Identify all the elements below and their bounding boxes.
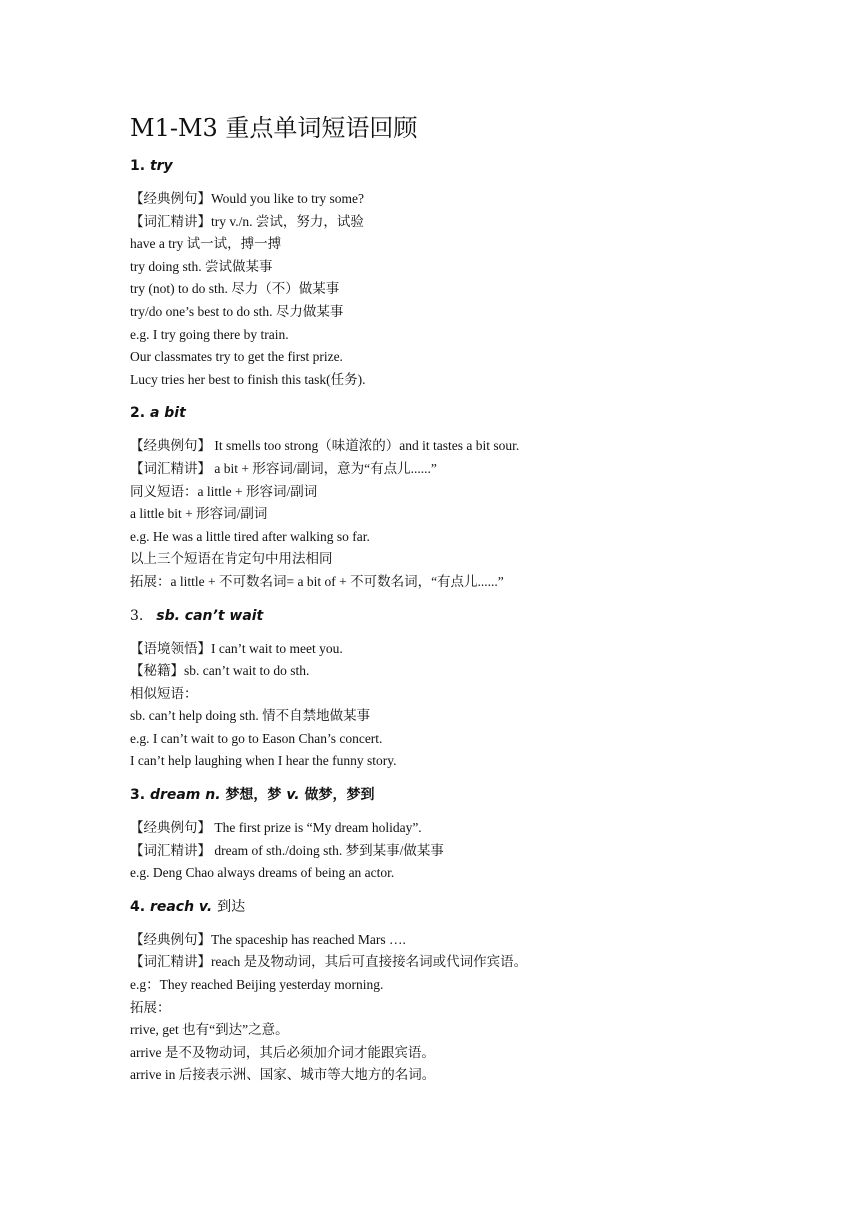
text-line: have a try 试一试，搏一搏	[130, 236, 282, 252]
section-heading	[130, 895, 770, 919]
section-heading	[130, 783, 770, 807]
section-try	[130, 154, 770, 391]
section-heading-text: sb. can’t wait	[156, 607, 264, 624]
text-line: e.g. Deng Chao always dreams of being an actor.	[130, 865, 395, 881]
section-dream	[130, 783, 770, 885]
text-line: 以上三个短语在肯定句中用法相同	[130, 551, 333, 567]
section-number: 4.	[130, 898, 146, 915]
text-line: 【词汇精讲】 a bit + 形容词/副词，意为“有点儿......”	[130, 460, 437, 476]
section-reach	[130, 895, 770, 1087]
text-line: e.g. I try going there by train.	[130, 326, 289, 342]
text-line: 拓展：	[130, 999, 171, 1015]
section-heading	[130, 604, 770, 628]
text-line: e.g. I can’t wait to go to Eason Chan’s concert.	[130, 730, 383, 746]
section-heading-cn: 梦想，梦	[225, 787, 282, 804]
section-heading-text: a bit	[149, 405, 186, 422]
text-line: 【经典例句】Would you like to try some?	[130, 191, 365, 206]
text-line: Our classmates try to get the first prize.	[130, 349, 343, 365]
text-line: 【词汇精讲】reach 是及物动词，其后可直接接名词或代词作宾语。	[130, 954, 528, 970]
spacer	[130, 594, 770, 604]
text-line: 同义短语：a little + 形容词/副词	[130, 483, 318, 499]
text-line: e.g：They reached Beijing yesterday morning.	[130, 977, 384, 993]
section-number: 3.	[130, 787, 146, 804]
section-a-bit	[130, 401, 770, 593]
section-heading-cn: 到达	[217, 898, 246, 915]
section-heading-text: dream n.	[149, 787, 221, 804]
text-line: 【秘籍】sb. can’t wait to do sth.	[130, 663, 310, 679]
text-line: e.g. He was a little tired after walking so far.	[130, 528, 370, 544]
section-number: 1.	[130, 158, 146, 174]
text-line: rrive, get 也有“到达”之意。	[130, 1022, 289, 1038]
text-line: arrive 是不及物动词，其后必须加介词才能跟宾语。	[130, 1044, 435, 1060]
section-number: 2.	[130, 405, 146, 422]
spacer	[130, 885, 770, 895]
text-line: sb. can’t help doing sth. 情不自禁地做某事	[130, 708, 371, 724]
text-line: I can’t help laughing when I hear the funny story.	[130, 753, 397, 769]
text-line: 相似短语：	[130, 685, 198, 701]
section-number: 3.	[130, 607, 144, 624]
document-content	[130, 112, 770, 1087]
text-line: arrive in 后接表示洲、国家、城市等大地方的名词。	[130, 1067, 436, 1083]
text-line: 拓展：a little + 不可数名词= a bit of + 不可数名词，“有点儿......”	[130, 573, 504, 589]
text-line: 【词汇精讲】try v./n. 尝试，努力，试验	[130, 213, 364, 229]
text-line: 【语境领悟】I can’t wait to meet you.	[130, 640, 343, 656]
section-heading-text: try	[149, 158, 173, 174]
text-line: try (not) to do sth. 尽力（不）做某事	[130, 281, 340, 297]
section-heading-text: reach v.	[149, 898, 213, 915]
page-title: M1-M3 重点单词短语回顾	[130, 114, 418, 142]
section-cant-wait	[130, 604, 770, 774]
text-line: 【经典例句】 It smells too strong（味道浓的）and it tastes a bit sour.	[130, 438, 520, 454]
text-line: a little bit + 形容词/副词	[130, 506, 268, 522]
text-line: Lucy tries her best to finish this task(任务).	[130, 371, 366, 387]
text-line: try doing sth. 尝试做某事	[130, 258, 273, 274]
section-heading-cn: 做梦，梦到	[304, 787, 375, 804]
text-line: 【经典例句】 The first prize is “My dream holiday”.	[130, 820, 422, 836]
spacer	[130, 773, 770, 783]
section-heading	[130, 401, 770, 425]
text-line: 【经典例句】The spaceship has reached Mars ….	[130, 931, 406, 947]
text-line: try/do one’s best to do sth. 尽力做某事	[130, 303, 344, 319]
spacer	[130, 391, 770, 401]
section-heading-pos: v.	[286, 787, 300, 804]
text-line: 【词汇精讲】 dream of sth./doing sth. 梦到某事/做某事	[130, 842, 444, 858]
section-heading	[130, 154, 770, 178]
